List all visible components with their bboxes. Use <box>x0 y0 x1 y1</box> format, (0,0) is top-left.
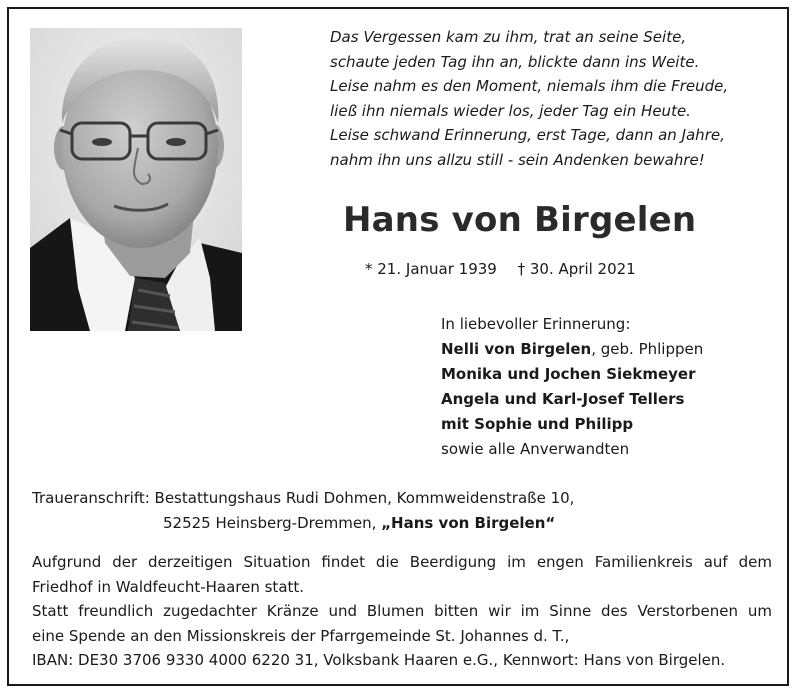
widow-name: Nelli von Birgelen <box>441 340 592 358</box>
notice-line: IBAN: DE30 3706 9330 4000 6220 31, Volksbank Haaren e.G., Kennwort: Hans von Birgelen. <box>32 651 726 669</box>
poem-line: Leise nahm es den Moment, niemals ihm die Freude, <box>330 77 729 95</box>
life-dates <box>365 260 636 278</box>
mourner-widow <box>441 337 703 362</box>
mourners-intro: In liebevoller Erinnerung: <box>441 315 631 333</box>
address-reference: „Hans von Birgelen“ <box>381 514 556 532</box>
notice-line: Aufgrund der derzeitigen Situation findet die Beerdigung im engen Familienkreis auf dem <box>32 553 772 571</box>
funeral-notice <box>32 550 772 673</box>
notice-line: Statt freundlich zugedachter Kränze und Blumen bitten wir im Sinne des Verstorbenen um <box>32 602 772 620</box>
poem-line: nahm ihn uns allzu still - sein Andenken bewahre! <box>330 150 705 169</box>
death-date: † 30. April 2021 <box>517 260 636 278</box>
poem-line: Das Vergessen kam zu ihm, trat an seine Seite, <box>330 28 687 46</box>
mourner-family: Monika und Jochen Siekmeyer <box>441 365 696 383</box>
notice-line: Friedhof in Waldfeucht-Haaren statt. <box>32 577 305 596</box>
mourners-closing: sowie alle Anverwandten <box>441 440 630 458</box>
memorial-poem <box>330 25 780 172</box>
widow-maiden-name: , geb. Phlippen <box>591 340 704 358</box>
mourning-address <box>32 486 574 536</box>
mourner-family: mit Sophie und Philipp <box>441 415 634 433</box>
poem-line: ließ ihn niemals wieder los, jeder Tag ein Heute. <box>330 101 691 120</box>
mourner-family: Angela und Karl-Josef Tellers <box>441 390 685 408</box>
address-city: 52525 Heinsberg-Dremmen, <box>163 514 382 532</box>
address-line <box>32 511 574 536</box>
birth-date: * 21. Januar 1939 <box>365 260 497 278</box>
notice-line: eine Spende an den Missionskreis der Pfarrgemeinde St. Johannes d. T., <box>32 626 570 645</box>
mourners-list <box>441 312 703 462</box>
portrait-photo <box>30 28 242 331</box>
poem-line: schaute jeden Tag ihn an, blickte dann ins Weite. <box>330 52 700 71</box>
address-line: Traueranschrift: Bestattungshaus Rudi Dohmen, Kommweidenstraße 10, <box>32 489 575 507</box>
deceased-name: Hans von Birgelen <box>343 200 697 240</box>
poem-line: Leise schwand Erinnerung, erst Tage, dann an Jahre, <box>330 126 725 144</box>
